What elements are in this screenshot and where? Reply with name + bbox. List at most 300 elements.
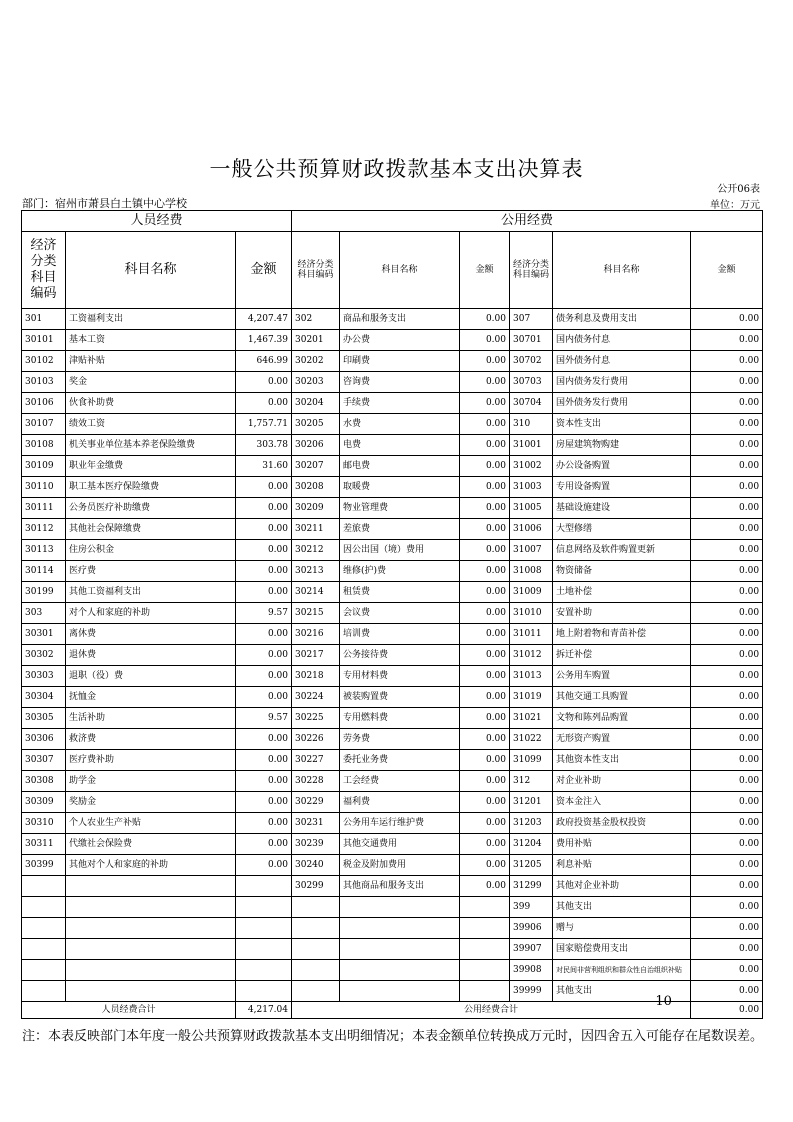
name-cell: 信息网络及软件购置更新 (553, 540, 691, 561)
table-row (22, 729, 763, 750)
amount-cell: 0.00 (460, 750, 510, 771)
amount-cell: 0.00 (691, 456, 763, 477)
name-cell: 其他社会保障缴费 (66, 519, 236, 540)
amount-cell: 0.00 (236, 372, 292, 393)
name-cell: 资本金注入 (553, 792, 691, 813)
code-cell: 30224 (292, 687, 340, 708)
table-row (22, 645, 763, 666)
amount-cell: 0.00 (691, 981, 763, 1002)
unit-label: 单位：万元 (710, 200, 760, 211)
code-cell: 30304 (22, 687, 66, 708)
amount-cell: 0.00 (691, 855, 763, 876)
amount-cell: 0.00 (460, 792, 510, 813)
code-cell: 30211 (292, 519, 340, 540)
name-cell: 对个人和家庭的补助 (66, 603, 236, 624)
amount-cell: 0.00 (691, 330, 763, 351)
amount-cell: 0.00 (460, 414, 510, 435)
amount-cell: 31.60 (236, 456, 292, 477)
amount-cell: 0.00 (460, 834, 510, 855)
code-cell: 312 (510, 771, 553, 792)
code-cell (22, 960, 66, 981)
amount-cell: 0.00 (236, 498, 292, 519)
code-cell: 31019 (510, 687, 553, 708)
code-cell: 39906 (510, 918, 553, 939)
code-cell: 30215 (292, 603, 340, 624)
name-cell: 公务接待费 (340, 645, 460, 666)
code-cell: 30208 (292, 477, 340, 498)
name-cell: 水费 (340, 414, 460, 435)
amount-cell: 0.00 (460, 771, 510, 792)
code-cell: 307 (510, 309, 553, 330)
amount-cell: 9.57 (236, 708, 292, 729)
table-row (22, 435, 763, 456)
name-cell: 公务用车运行维护费 (340, 813, 460, 834)
amount-cell (236, 876, 292, 897)
amount-cell: 0.00 (691, 813, 763, 834)
code-cell: 30311 (22, 834, 66, 855)
name-cell: 其他交通费用 (340, 834, 460, 855)
name-cell: 国家赔偿费用支出 (553, 939, 691, 960)
name-cell: 办公设备购置 (553, 456, 691, 477)
name-cell: 代缴社会保险费 (66, 834, 236, 855)
code-cell: 30111 (22, 498, 66, 519)
code-cell: 30229 (292, 792, 340, 813)
name-header: 科目名称 (66, 232, 236, 309)
code-cell: 30702 (510, 351, 553, 372)
amount-cell: 0.00 (460, 498, 510, 519)
amount-cell: 0.00 (691, 750, 763, 771)
code-cell: 30203 (292, 372, 340, 393)
code-cell: 30239 (292, 834, 340, 855)
code-cell: 31013 (510, 666, 553, 687)
amount-cell: 0.00 (691, 666, 763, 687)
table-row (22, 624, 763, 645)
code-cell: 31299 (510, 876, 553, 897)
code-cell: 310 (510, 414, 553, 435)
amount-cell: 0.00 (236, 687, 292, 708)
amount-cell (460, 918, 510, 939)
code-cell: 31003 (510, 477, 553, 498)
department-label: 部门：宿州市萧县白土镇中心学校 (22, 197, 187, 210)
table-row (22, 897, 763, 918)
amount-cell: 0.00 (236, 750, 292, 771)
amount-cell: 0.00 (691, 939, 763, 960)
amount-cell: 0.00 (236, 393, 292, 414)
name-cell: 租赁费 (340, 582, 460, 603)
name-cell: 文物和陈列品购置 (553, 708, 691, 729)
amount-cell (460, 897, 510, 918)
code-cell: 30216 (292, 624, 340, 645)
amount-cell: 0.00 (691, 834, 763, 855)
name-cell: 国内债务付息 (553, 330, 691, 351)
code-cell: 30301 (22, 624, 66, 645)
amount-cell: 0.00 (691, 561, 763, 582)
name-cell: 绩效工资 (66, 414, 236, 435)
name-cell: 其他对企业补助 (553, 876, 691, 897)
name-cell: 个人农业生产补贴 (66, 813, 236, 834)
code-cell: 31205 (510, 855, 553, 876)
name-cell: 利息补贴 (553, 855, 691, 876)
name-cell: 办公费 (340, 330, 460, 351)
amount-header: 金额 (236, 232, 292, 309)
code-cell: 31011 (510, 624, 553, 645)
amount-cell: 0.00 (236, 834, 292, 855)
amount-cell: 0.00 (460, 477, 510, 498)
amount-cell: 0.00 (460, 687, 510, 708)
name-cell: 伙食补助费 (66, 393, 236, 414)
amount-cell: 0.00 (691, 729, 763, 750)
table-row (22, 372, 763, 393)
name-cell: 国内债务发行费用 (553, 372, 691, 393)
code-cell: 30107 (22, 414, 66, 435)
code-cell: 39999 (510, 981, 553, 1002)
name-cell: 会议费 (340, 603, 460, 624)
name-cell: 机关事业单位基本养老保险缴费 (66, 435, 236, 456)
amount-cell: 646.99 (236, 351, 292, 372)
code-cell: 30204 (292, 393, 340, 414)
name-cell: 其他工资福利支出 (66, 582, 236, 603)
amount-cell: 0.00 (691, 351, 763, 372)
code-cell: 30214 (292, 582, 340, 603)
name-cell: 维修(护)费 (340, 561, 460, 582)
name-cell: 基本工资 (66, 330, 236, 351)
name-cell (66, 897, 236, 918)
amount-cell: 0.00 (236, 519, 292, 540)
name-cell: 退休费 (66, 645, 236, 666)
name-cell: 房屋建筑物购建 (553, 435, 691, 456)
amount-cell: 0.00 (236, 666, 292, 687)
code-cell: 30110 (22, 477, 66, 498)
amount-header: 金额 (691, 232, 763, 309)
table-row (22, 939, 763, 960)
amount-cell: 0.00 (460, 351, 510, 372)
code-header: 经济分类科目编码 (510, 232, 553, 309)
personnel-header: 人员经费 (22, 211, 292, 232)
amount-cell (460, 981, 510, 1002)
code-cell: 31008 (510, 561, 553, 582)
name-cell: 土地补偿 (553, 582, 691, 603)
name-cell: 奖励金 (66, 792, 236, 813)
name-cell: 培训费 (340, 624, 460, 645)
amount-cell: 0.00 (691, 414, 763, 435)
table-row (22, 855, 763, 876)
public-header: 公用经费 (292, 211, 763, 232)
code-cell: 30212 (292, 540, 340, 561)
amount-cell (460, 939, 510, 960)
code-cell: 30206 (292, 435, 340, 456)
amount-cell: 0.00 (691, 393, 763, 414)
amount-cell: 0.00 (460, 435, 510, 456)
code-cell (292, 897, 340, 918)
amount-cell: 0.00 (460, 729, 510, 750)
amount-cell: 0.00 (460, 708, 510, 729)
name-cell: 公务员医疗补助缴费 (66, 498, 236, 519)
code-header: 经济分类科目编码 (22, 232, 66, 309)
code-cell: 301 (22, 309, 66, 330)
name-header: 科目名称 (553, 232, 691, 309)
amount-cell: 0.00 (236, 792, 292, 813)
code-cell: 30106 (22, 393, 66, 414)
code-cell: 30218 (292, 666, 340, 687)
amount-cell: 9.57 (236, 603, 292, 624)
amount-cell: 0.00 (236, 645, 292, 666)
amount-cell (236, 918, 292, 939)
public-total-amount: 0.00 (691, 1002, 763, 1019)
amount-cell: 0.00 (691, 477, 763, 498)
code-cell: 30225 (292, 708, 340, 729)
name-cell: 职业年金缴费 (66, 456, 236, 477)
name-cell: 抚恤金 (66, 687, 236, 708)
name-cell: 公务用车购置 (553, 666, 691, 687)
amount-cell (236, 960, 292, 981)
code-cell (22, 876, 66, 897)
table-row (22, 456, 763, 477)
table-row (22, 477, 763, 498)
form-number: 公开06表 (717, 184, 760, 195)
amount-cell: 0.00 (691, 918, 763, 939)
amount-cell: 0.00 (460, 666, 510, 687)
name-cell: 税金及附加费用 (340, 855, 460, 876)
code-cell: 30103 (22, 372, 66, 393)
code-cell: 31010 (510, 603, 553, 624)
code-cell: 30213 (292, 561, 340, 582)
name-cell: 劳务费 (340, 729, 460, 750)
amount-cell: 0.00 (460, 876, 510, 897)
code-cell (292, 981, 340, 1002)
amount-cell: 0.00 (691, 540, 763, 561)
code-cell: 30307 (22, 750, 66, 771)
table-row (22, 519, 763, 540)
public-total-label: 公用经费合计 (292, 1002, 691, 1019)
amount-cell: 0.00 (691, 708, 763, 729)
amount-cell: 0.00 (236, 771, 292, 792)
name-cell: 赠与 (553, 918, 691, 939)
table-row (22, 561, 763, 582)
name-cell: 资本性支出 (553, 414, 691, 435)
code-cell: 30199 (22, 582, 66, 603)
amount-cell: 0.00 (691, 624, 763, 645)
name-cell (340, 918, 460, 939)
name-cell: 印刷费 (340, 351, 460, 372)
name-cell (66, 918, 236, 939)
amount-cell: 0.00 (460, 540, 510, 561)
code-cell (292, 939, 340, 960)
amount-cell: 0.00 (460, 309, 510, 330)
table-row (22, 351, 763, 372)
code-cell: 30113 (22, 540, 66, 561)
code-cell: 30231 (292, 813, 340, 834)
code-cell: 30102 (22, 351, 66, 372)
name-header: 科目名称 (340, 232, 460, 309)
code-cell: 31201 (510, 792, 553, 813)
amount-cell: 0.00 (236, 540, 292, 561)
name-cell: 物业管理费 (340, 498, 460, 519)
amount-cell: 0.00 (460, 813, 510, 834)
name-cell: 专用材料费 (340, 666, 460, 687)
name-cell: 无形资产购置 (553, 729, 691, 750)
table-row (22, 750, 763, 771)
header-column-row (22, 232, 763, 309)
table-row (22, 498, 763, 519)
code-cell: 31021 (510, 708, 553, 729)
code-cell: 30112 (22, 519, 66, 540)
name-cell: 其他交通工具购置 (553, 687, 691, 708)
expenditure-table (21, 210, 763, 1019)
amount-cell: 303.78 (236, 435, 292, 456)
amount-cell: 0.00 (691, 372, 763, 393)
name-cell: 对民间非营利组织和群众性自治组织补贴 (553, 960, 691, 981)
name-cell: 离休费 (66, 624, 236, 645)
name-cell: 津贴补贴 (66, 351, 236, 372)
code-cell: 30217 (292, 645, 340, 666)
code-cell: 31204 (510, 834, 553, 855)
amount-cell: 0.00 (691, 687, 763, 708)
amount-cell: 0.00 (236, 561, 292, 582)
name-cell: 拆迁补偿 (553, 645, 691, 666)
amount-cell: 0.00 (236, 855, 292, 876)
amount-cell: 0.00 (236, 477, 292, 498)
code-cell: 31005 (510, 498, 553, 519)
name-cell: 被装购置费 (340, 687, 460, 708)
code-cell: 30704 (510, 393, 553, 414)
code-cell: 31012 (510, 645, 553, 666)
amount-cell: 0.00 (460, 330, 510, 351)
name-cell: 其他对个人和家庭的补助 (66, 855, 236, 876)
amount-cell: 0.00 (691, 519, 763, 540)
code-cell: 303 (22, 603, 66, 624)
table-row (22, 813, 763, 834)
name-cell: 地上附着物和青苗补偿 (553, 624, 691, 645)
table-row (22, 309, 763, 330)
amount-cell: 0.00 (460, 645, 510, 666)
name-cell: 生活补助 (66, 708, 236, 729)
table-row (22, 393, 763, 414)
amount-cell: 0.00 (460, 519, 510, 540)
amount-cell: 1,757.71 (236, 414, 292, 435)
code-cell: 31001 (510, 435, 553, 456)
amount-cell: 0.00 (460, 372, 510, 393)
name-cell (66, 876, 236, 897)
table-row (22, 771, 763, 792)
name-cell: 工资福利支出 (66, 309, 236, 330)
amount-cell: 0.00 (236, 582, 292, 603)
code-cell: 31009 (510, 582, 553, 603)
code-cell: 30226 (292, 729, 340, 750)
amount-cell: 0.00 (691, 435, 763, 456)
name-cell: 福利费 (340, 792, 460, 813)
table-row (22, 582, 763, 603)
name-cell: 差旅费 (340, 519, 460, 540)
code-cell: 30302 (22, 645, 66, 666)
amount-cell: 0.00 (691, 309, 763, 330)
name-cell: 安置补助 (553, 603, 691, 624)
amount-cell: 1,467.39 (236, 330, 292, 351)
code-cell: 30205 (292, 414, 340, 435)
code-cell: 30202 (292, 351, 340, 372)
code-cell: 30701 (510, 330, 553, 351)
page-number: -10- (651, 994, 677, 1009)
name-cell (66, 960, 236, 981)
amount-cell (236, 981, 292, 1002)
code-cell: 39907 (510, 939, 553, 960)
amount-cell: 0.00 (236, 624, 292, 645)
name-cell: 取暖费 (340, 477, 460, 498)
name-cell: 商品和服务支出 (340, 309, 460, 330)
name-cell: 职工基本医疗保险缴费 (66, 477, 236, 498)
code-cell: 30299 (292, 876, 340, 897)
code-cell: 31099 (510, 750, 553, 771)
amount-header: 金额 (460, 232, 510, 309)
amount-cell: 0.00 (691, 498, 763, 519)
code-cell: 30306 (22, 729, 66, 750)
amount-cell: 4,207.47 (236, 309, 292, 330)
amount-cell: 0.00 (236, 729, 292, 750)
name-cell (340, 960, 460, 981)
name-cell (340, 897, 460, 918)
code-cell: 30308 (22, 771, 66, 792)
amount-cell: 0.00 (691, 582, 763, 603)
footnote: 注：本表反映部门本年度一般公共预算财政拨款基本支出明细情况；本表金额单位转换成万元时，因四舍五入可能存在尾数误差。 (22, 1029, 764, 1044)
amount-cell (236, 897, 292, 918)
name-cell (66, 981, 236, 1002)
page-title: 一般公共预算财政拨款基本支出决算表 (209, 157, 584, 181)
code-header: 经济分类科目编码 (292, 232, 340, 309)
code-cell: 31022 (510, 729, 553, 750)
code-cell: 30108 (22, 435, 66, 456)
name-cell: 费用补贴 (553, 834, 691, 855)
table-row (22, 960, 763, 981)
amount-cell: 0.00 (460, 603, 510, 624)
name-cell: 因公出国（境）费用 (340, 540, 460, 561)
name-cell: 专用燃料费 (340, 708, 460, 729)
header-group-row (22, 211, 763, 232)
code-cell: 31006 (510, 519, 553, 540)
code-cell (22, 939, 66, 960)
code-cell: 30209 (292, 498, 340, 519)
code-cell: 30101 (22, 330, 66, 351)
name-cell: 其他支出 (553, 981, 691, 1002)
code-cell (292, 918, 340, 939)
name-cell: 大型修缮 (553, 519, 691, 540)
code-cell: 399 (510, 897, 553, 918)
name-cell: 其他商品和服务支出 (340, 876, 460, 897)
code-cell: 30703 (510, 372, 553, 393)
code-cell: 30310 (22, 813, 66, 834)
code-cell: 30207 (292, 456, 340, 477)
personnel-total-amount: 4,217.04 (236, 1002, 292, 1019)
personnel-total-label: 人员经费合计 (22, 1002, 236, 1019)
amount-cell: 0.00 (460, 855, 510, 876)
code-cell (22, 981, 66, 1002)
table-row (22, 918, 763, 939)
code-cell: 30240 (292, 855, 340, 876)
amount-cell: 0.00 (691, 645, 763, 666)
name-cell: 专用设备购置 (553, 477, 691, 498)
amount-cell: 0.00 (691, 897, 763, 918)
table-row (22, 540, 763, 561)
name-cell (66, 939, 236, 960)
name-cell: 奖金 (66, 372, 236, 393)
name-cell: 物资储备 (553, 561, 691, 582)
code-cell: 30305 (22, 708, 66, 729)
name-cell: 退职（役）费 (66, 666, 236, 687)
code-cell: 31203 (510, 813, 553, 834)
name-cell: 委托业务费 (340, 750, 460, 771)
name-cell: 国外债务付息 (553, 351, 691, 372)
code-cell: 30109 (22, 456, 66, 477)
name-cell: 其他支出 (553, 897, 691, 918)
name-cell: 债务利息及费用支出 (553, 309, 691, 330)
